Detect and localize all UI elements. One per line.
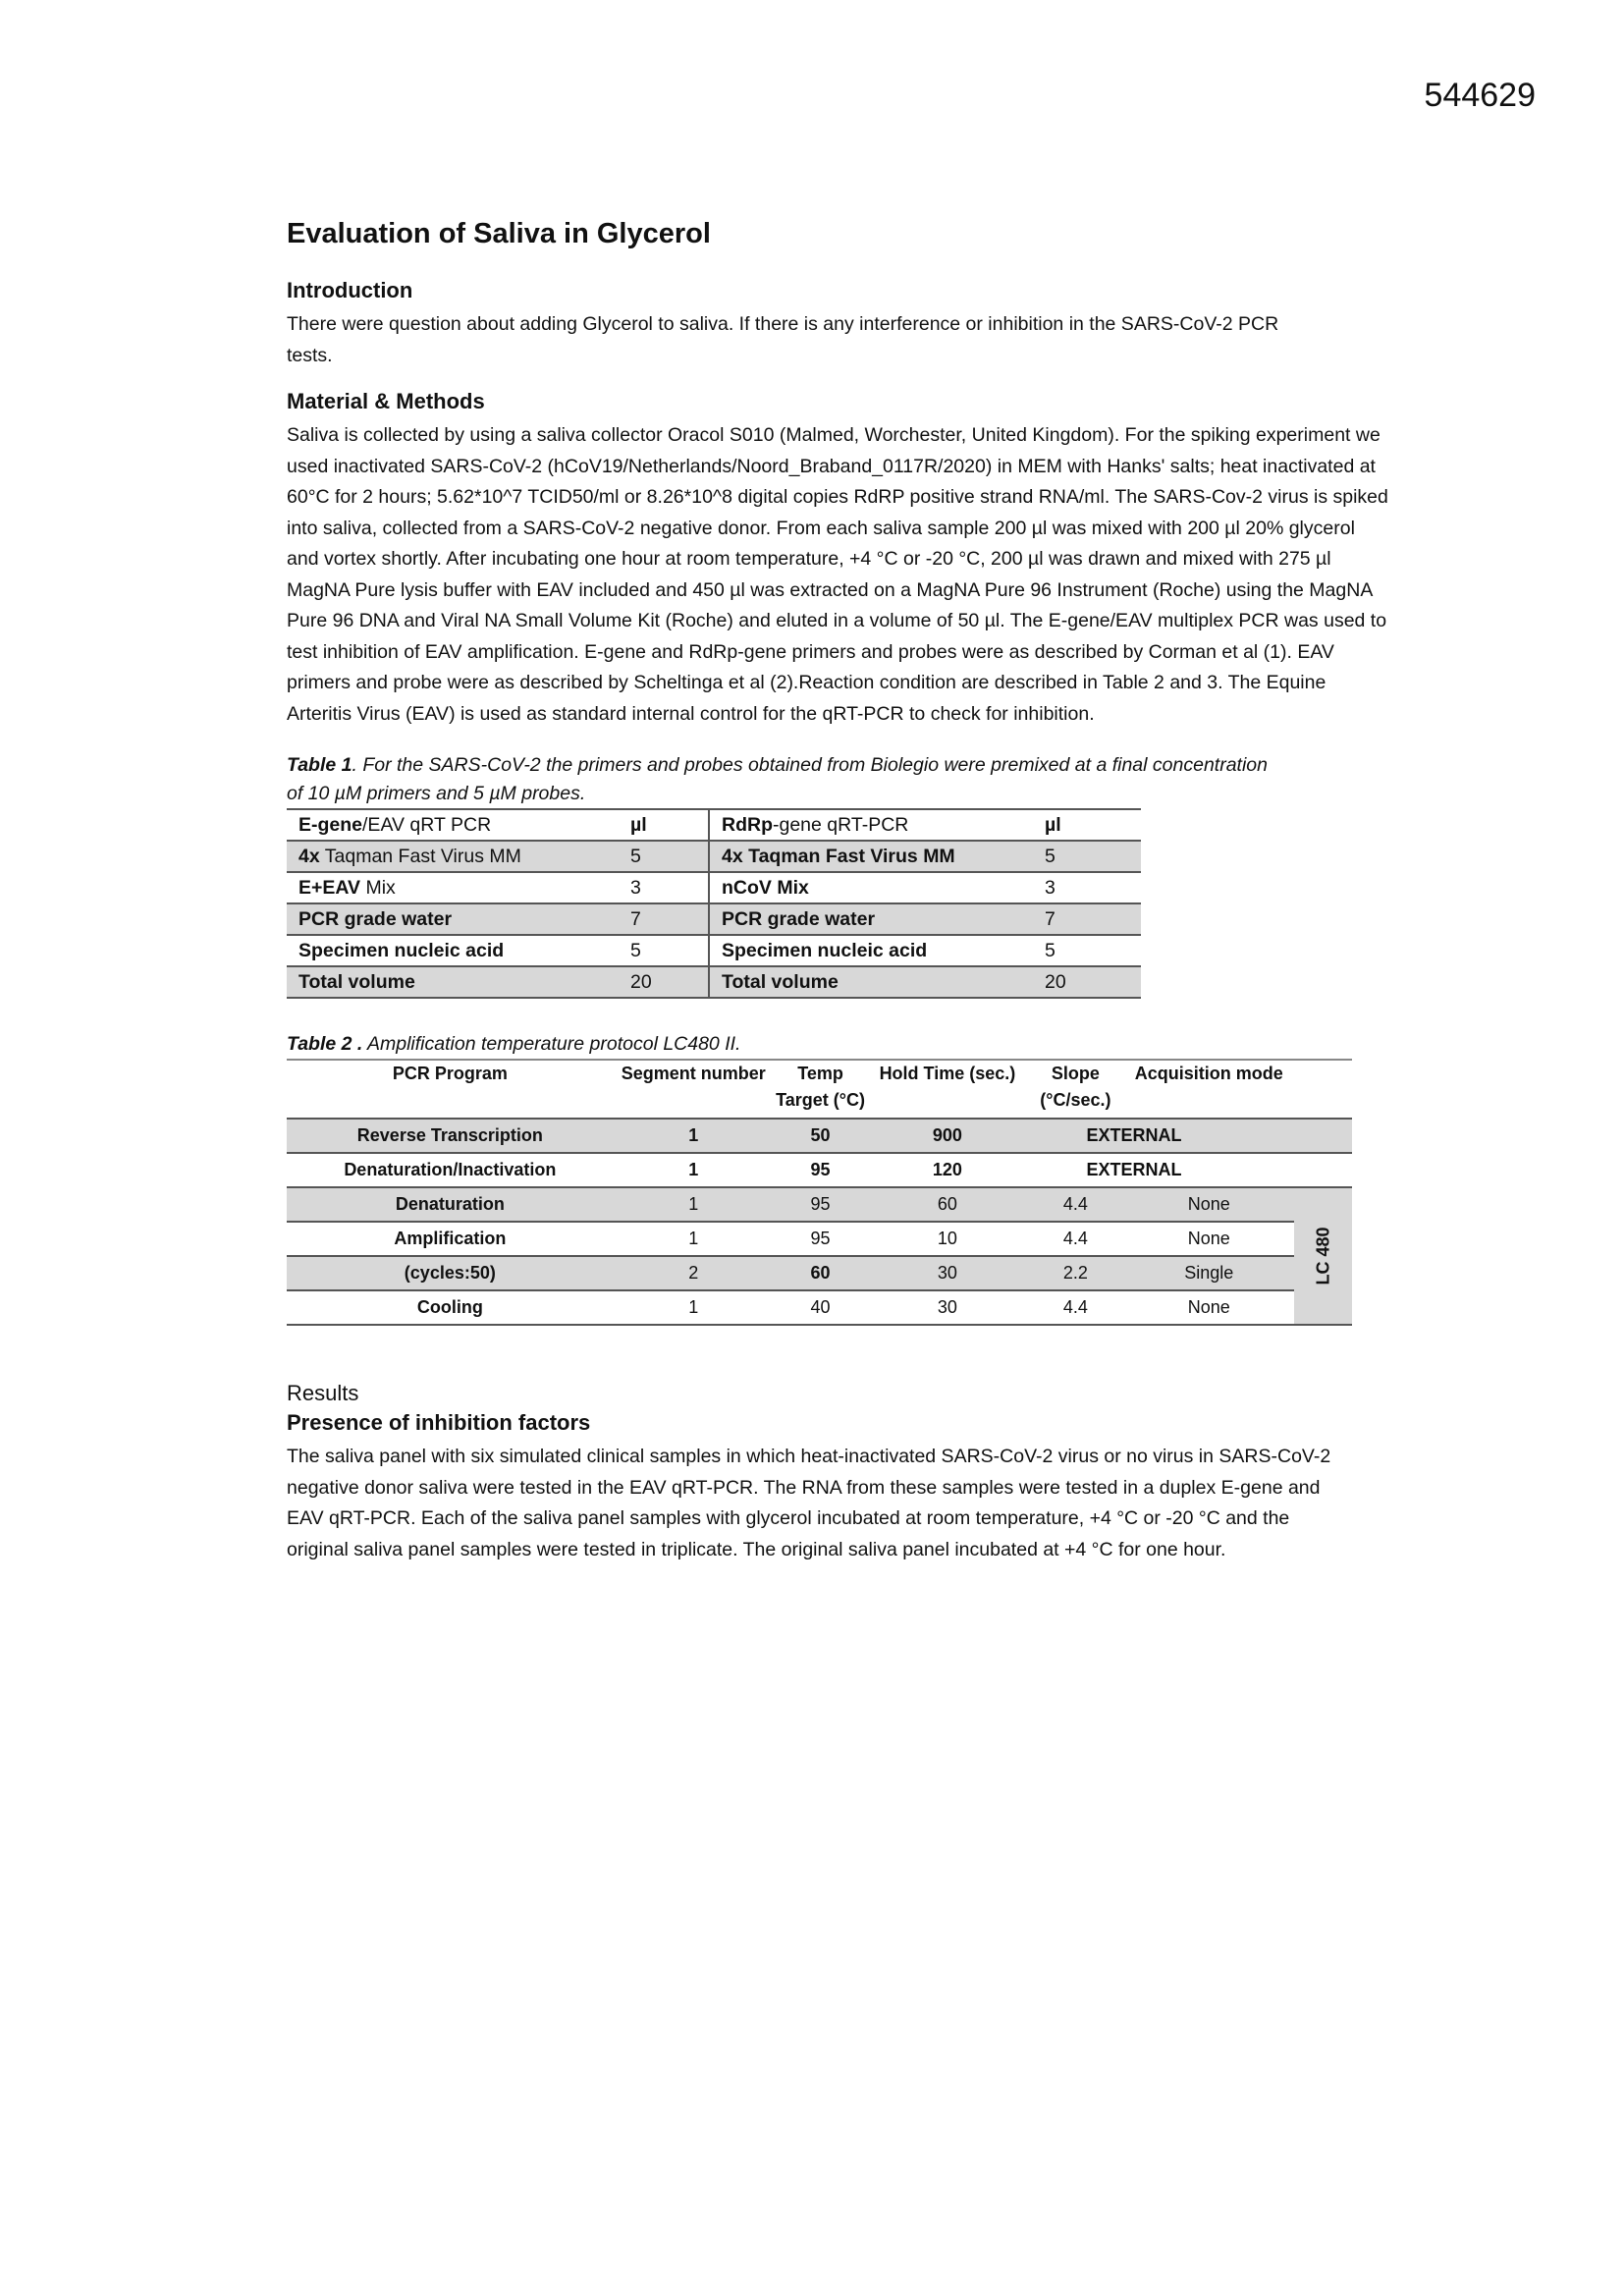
table-cell: Specimen nucleic acid	[709, 935, 1033, 966]
table-header-cell: Temp Target (°C)	[774, 1060, 868, 1119]
table-cell: 50	[774, 1119, 868, 1153]
table-cell: 95	[774, 1222, 868, 1256]
table-cell: Total volume	[287, 966, 619, 998]
document-title: Evaluation of Saliva in Glycerol	[287, 218, 711, 249]
table-cell: 900	[867, 1119, 1027, 1153]
table-cell: Single	[1123, 1256, 1294, 1290]
table-cell: EXTERNAL	[1027, 1153, 1352, 1187]
table-cell: Denaturation	[287, 1187, 614, 1222]
table-cell: 40	[774, 1290, 868, 1325]
table-cell: 7	[619, 903, 709, 935]
table-cell: nCoV Mix	[709, 872, 1033, 903]
results-subheading: Presence of inhibition factors	[287, 1410, 591, 1435]
table-header-cell: µl	[1033, 809, 1141, 841]
table-cell: Cooling	[287, 1290, 614, 1325]
table-cell: (cycles:50)	[287, 1256, 614, 1290]
table-cell: 3	[619, 872, 709, 903]
table-cell: None	[1123, 1187, 1294, 1222]
table-header-cell: Hold Time (sec.)	[867, 1060, 1027, 1119]
table-cell: 5	[1033, 935, 1141, 966]
table-cell: 1	[614, 1222, 774, 1256]
table-cell: 4x Taqman Fast Virus MM	[709, 841, 1033, 872]
table1-label: Table 1	[287, 754, 352, 776]
table-header-row	[287, 1060, 1352, 1119]
lc480-side-label: LC 480	[1294, 1187, 1352, 1325]
table-cell: 3	[1033, 872, 1141, 903]
table-header-cell: Segment number	[614, 1060, 774, 1119]
amplification-protocol-table	[287, 1059, 1352, 1326]
table-header-cell: µl	[619, 809, 709, 841]
table-header-cell: PCR Program	[287, 1060, 614, 1119]
table1-caption-text: . For the SARS-CoV-2 the primers and probes obtained from Biolegio were premixed at a final concentration of 10 µM primers and 5 µM probes.	[287, 754, 1268, 804]
table-cell: 60	[867, 1187, 1027, 1222]
table-row	[287, 1153, 1352, 1187]
table-row	[287, 1256, 1352, 1290]
table-cell: 7	[1033, 903, 1141, 935]
table-cell: 2	[614, 1256, 774, 1290]
table-row	[287, 1222, 1352, 1256]
table2-caption	[287, 1030, 1269, 1059]
methods-section	[287, 389, 1416, 730]
table-cell: PCR grade water	[287, 903, 619, 935]
table-cell: Denaturation/Inactivation	[287, 1153, 614, 1187]
table-row	[287, 903, 1141, 935]
document-body	[287, 218, 1416, 1565]
table-row	[287, 935, 1141, 966]
table-row	[287, 872, 1141, 903]
table-cell: None	[1123, 1290, 1294, 1325]
table-cell: 20	[1033, 966, 1141, 998]
table-cell: 30	[867, 1256, 1027, 1290]
table-header-cell: E-gene/EAV qRT PCR	[287, 809, 619, 841]
table-row	[287, 809, 1141, 841]
table-cell: 120	[867, 1153, 1027, 1187]
methods-text: Saliva is collected by using a saliva collector Oracol S010 (Malmed, Worchester, United Kingdom). For the spiking experiment we used inactivated SARS-CoV-2 (hCoV19/Netherlands/Noord_Braband_0117R/2020) in MEM with Hanks' salts; heat inactivated at 60°C for 2 hours; 5.62*10^7 TCID50/ml or 8.26*10^8 digital copies RdRP positive strand RNA/ml. The SARS-Cov-2 virus is spiked into saliva, collected from a SARS-CoV-2 negative donor. From each saliva sample 200 µl was mixed with 200 µl 20% glycerol and vortex shortly. After incubating one hour at room temperature, +4 °C or -20 °C, 200 µl was drawn and mixed with 275 µl MagNA Pure lysis buffer with EAV included and 450 µl was extracted on a MagNA Pure 96 Instrument (Roche) using the MagNA Pure 96 DNA and Viral NA Small Volume Kit (Roche) and eluted in a volume of 50 µl. The E-gene/EAV multiplex PCR was used to test inhibition of EAV amplification. E-gene and RdRp-gene primers and probes were as described by Corman et al (1). EAV primers and probe were as described by Scheltinga et al (2).Reaction condition are described in Table 2 and 3. The Equine Arteritis Virus (EAV) is used as standard internal control for the qRT-PCR to check for inhibition.	[287, 424, 1388, 725]
table2-label: Table 2 .	[287, 1033, 363, 1055]
table-row	[287, 1290, 1352, 1325]
table-cell: 95	[774, 1153, 868, 1187]
table-cell: Specimen nucleic acid	[287, 935, 619, 966]
table2-caption-text: Amplification temperature protocol LC480 II.	[362, 1033, 741, 1055]
introduction-text: There were question about adding Glycerol to saliva. If there is any interference or inhibition in the SARS-CoV-2 PCR tests.	[287, 313, 1279, 366]
results-text: The saliva panel with six simulated clinical samples in which heat-inactivated SARS-CoV-2 virus or no virus in SARS-CoV-2 negative donor saliva were tested in the EAV qRT-PCR. The RNA from these samples were tested in a duplex E-gene and EAV qRT-PCR. Each of the saliva panel samples with glycerol incubated at room temperature, +4 °C or -20 °C and the original saliva panel samples were tested in triplicate. The original saliva panel incubated at +4 °C for one hour.	[287, 1446, 1331, 1560]
table1-caption	[287, 751, 1269, 808]
table-row	[287, 1187, 1352, 1222]
table-cell: 5	[619, 935, 709, 966]
table-cell: 4.4	[1027, 1222, 1123, 1256]
table-cell: 5	[619, 841, 709, 872]
table-cell: 5	[1033, 841, 1141, 872]
document-id: 544629	[1424, 77, 1536, 114]
table-cell: 4.4	[1027, 1187, 1123, 1222]
table-row	[287, 966, 1141, 998]
table-header-cell: RdRp-gene qRT-PCR	[709, 809, 1033, 841]
table-cell: Reverse Transcription	[287, 1119, 614, 1153]
table-cell: 60	[774, 1256, 868, 1290]
table-header-cell: Acquisition mode	[1123, 1060, 1294, 1119]
table-cell: 2.2	[1027, 1256, 1123, 1290]
introduction-heading: Introduction	[287, 278, 413, 302]
table-cell: E+EAV Mix	[287, 872, 619, 903]
table-cell: 20	[619, 966, 709, 998]
table-cell: 10	[867, 1222, 1027, 1256]
table-cell: EXTERNAL	[1027, 1119, 1352, 1153]
table-cell: 95	[774, 1187, 868, 1222]
table-header-cell: Slope (°C/sec.)	[1027, 1060, 1123, 1119]
table-row	[287, 1119, 1352, 1153]
table-cell: 4x Taqman Fast Virus MM	[287, 841, 619, 872]
introduction-section	[287, 278, 1416, 371]
table-cell: 1	[614, 1187, 774, 1222]
table-row	[287, 841, 1141, 872]
table-cell: 1	[614, 1290, 774, 1325]
table-cell: 30	[867, 1290, 1027, 1325]
table-cell: 1	[614, 1119, 774, 1153]
table-cell: PCR grade water	[709, 903, 1033, 935]
results-section	[287, 1381, 1416, 1565]
table-cell: Total volume	[709, 966, 1033, 998]
methods-heading: Material & Methods	[287, 389, 485, 413]
results-heading: Results	[287, 1381, 359, 1405]
table-header-cell	[1294, 1060, 1352, 1119]
reaction-mix-table	[287, 808, 1141, 999]
table-cell: Amplification	[287, 1222, 614, 1256]
table-cell: 1	[614, 1153, 774, 1187]
table-cell: 4.4	[1027, 1290, 1123, 1325]
table-cell: None	[1123, 1222, 1294, 1256]
